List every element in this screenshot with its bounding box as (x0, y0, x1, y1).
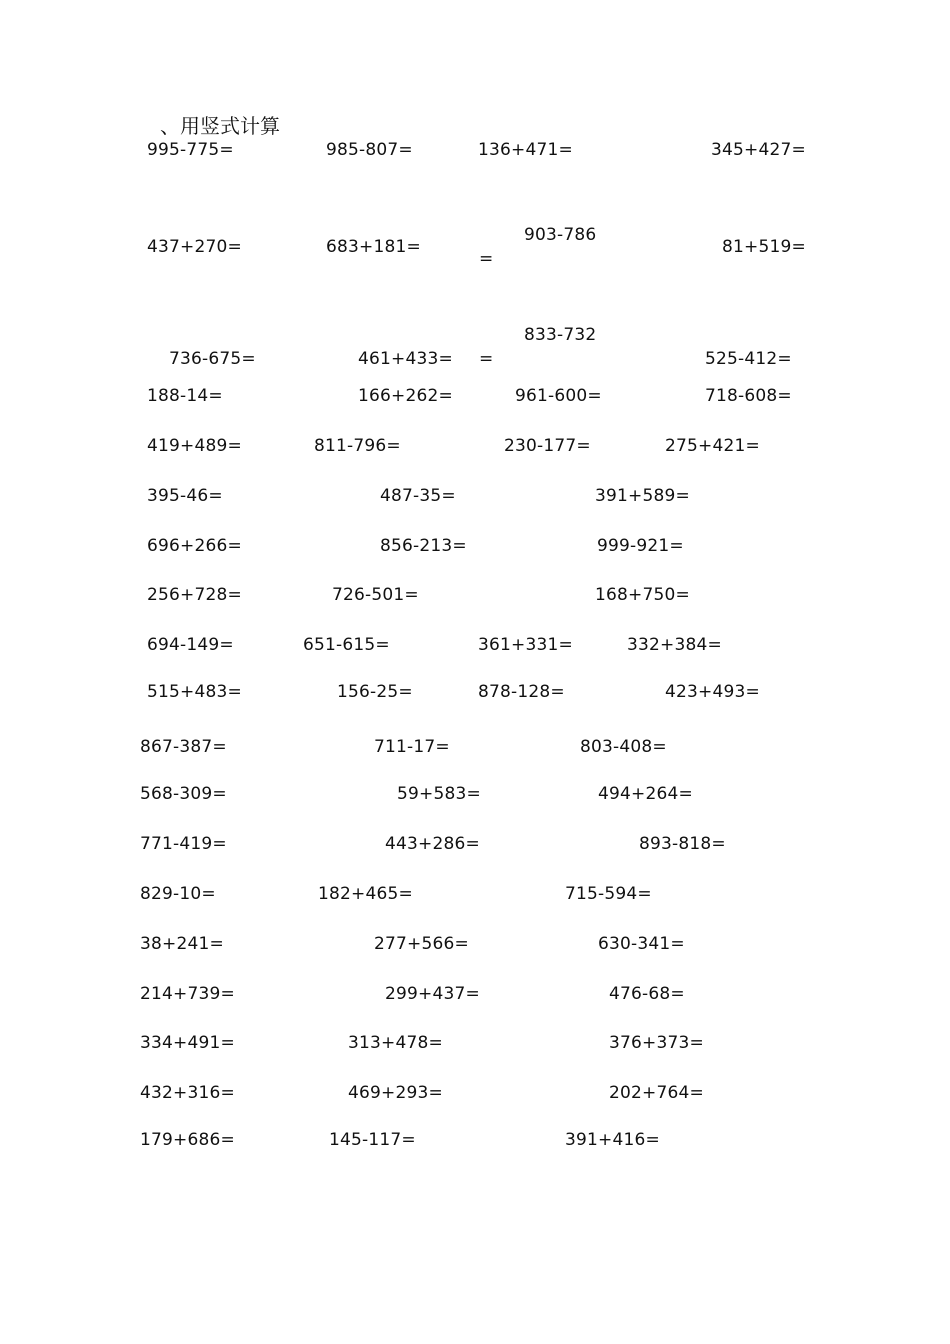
problem: 156-25= (337, 682, 413, 702)
problem: 38+241= (140, 934, 224, 954)
problem: 696+266= (147, 536, 242, 556)
problem: 803-408= (580, 737, 667, 757)
problem: 299+437= (385, 984, 480, 1004)
problem: 432+316= (140, 1083, 235, 1103)
problem: 202+764= (609, 1083, 704, 1103)
problem: 313+478= (348, 1033, 443, 1053)
problem: 461+433= (358, 349, 453, 369)
problem: 711-17= (374, 737, 450, 757)
problem: 515+483= (147, 682, 242, 702)
problem: 829-10= (140, 884, 216, 904)
problem: 166+262= (358, 386, 453, 406)
problem: 476-68= (609, 984, 685, 1004)
problem: 630-341= (598, 934, 685, 954)
problem: 334+491= (140, 1033, 235, 1053)
problem: 961-600= (515, 386, 602, 406)
problem: 683+181= (326, 237, 421, 257)
problem: 903-786 (524, 225, 597, 245)
problem: 568-309= (140, 784, 227, 804)
problem: 833-732 (524, 325, 597, 345)
problem: 494+264= (598, 784, 693, 804)
problem: 376+373= (609, 1033, 704, 1053)
problem: 651-615= (303, 635, 390, 655)
problem: 525-412= (705, 349, 792, 369)
worksheet-heading: 、用竖式计算 (160, 114, 280, 138)
problem: 878-128= (478, 682, 565, 702)
problem: 188-14= (147, 386, 223, 406)
problem: 277+566= (374, 934, 469, 954)
problem: 985-807= (326, 140, 413, 160)
problem: 182+465= (318, 884, 413, 904)
problem: 168+750= (595, 585, 690, 605)
problem: 437+270= (147, 237, 242, 257)
problem: 999-921= (597, 536, 684, 556)
problem: 256+728= (147, 585, 242, 605)
problem: 469+293= (348, 1083, 443, 1103)
problem: 736-675= (169, 349, 256, 369)
problem: 230-177= (504, 436, 591, 456)
problem: 136+471= (478, 140, 573, 160)
problem: 419+489= (147, 436, 242, 456)
problem: 995-775= (147, 140, 234, 160)
problem: 145-117= (329, 1130, 416, 1150)
problem: 361+331= (478, 635, 573, 655)
problem: 391+589= (595, 486, 690, 506)
problem: 345+427= (711, 140, 806, 160)
problem: 694-149= (147, 635, 234, 655)
problem: 715-594= (565, 884, 652, 904)
problem: 332+384= (627, 635, 722, 655)
problem: 443+286= (385, 834, 480, 854)
problem: 395-46= (147, 486, 223, 506)
problem: 893-818= (639, 834, 726, 854)
problem: 179+686= (140, 1130, 235, 1150)
problem: 275+421= (665, 436, 760, 456)
problem: 726-501= (332, 585, 419, 605)
problem: 81+519= (722, 237, 806, 257)
equals-sign: = (479, 249, 494, 269)
problem: 214+739= (140, 984, 235, 1004)
problem: 391+416= (565, 1130, 660, 1150)
equals-sign: = (479, 349, 494, 369)
problem: 771-419= (140, 834, 227, 854)
problem: 867-387= (140, 737, 227, 757)
problem: 487-35= (380, 486, 456, 506)
problem: 423+493= (665, 682, 760, 702)
problem: 59+583= (397, 784, 481, 804)
problem: 718-608= (705, 386, 792, 406)
problem: 856-213= (380, 536, 467, 556)
problem: 811-796= (314, 436, 401, 456)
